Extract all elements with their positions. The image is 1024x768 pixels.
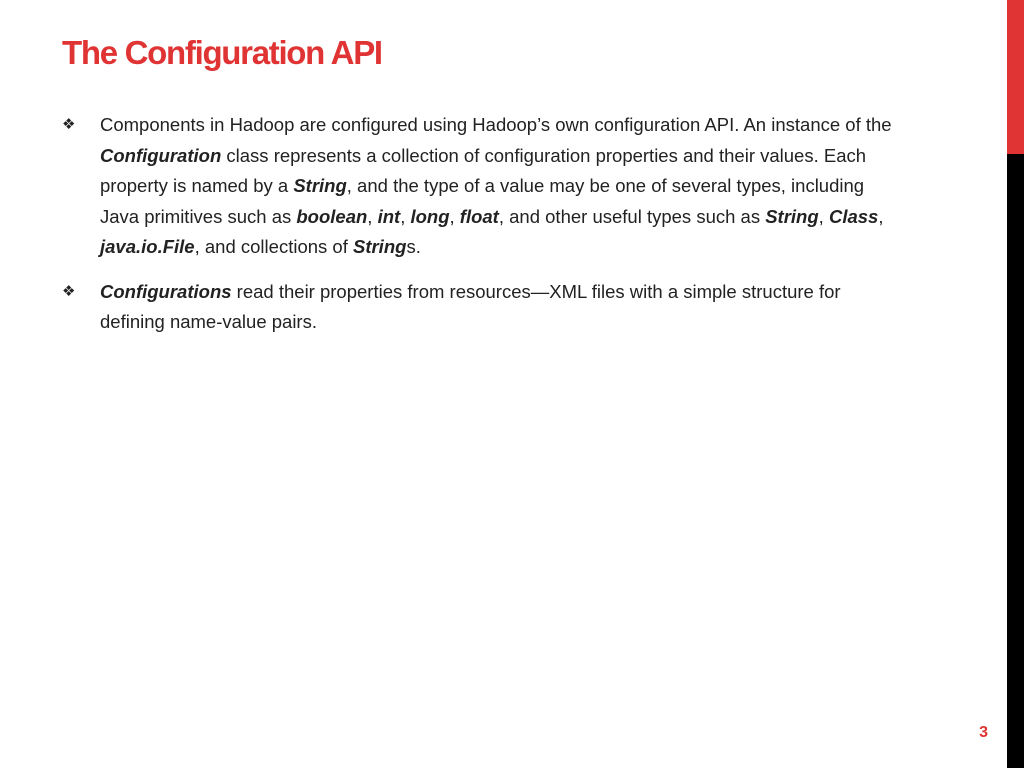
code-term: boolean: [296, 205, 368, 227]
diamond-bullet-icon: ❖: [62, 116, 76, 133]
bullet-item-2: [62, 277, 907, 338]
code-term: String: [352, 236, 407, 257]
accent-bar-top: [1007, 0, 1024, 154]
code-term: float: [459, 205, 499, 227]
bullet-item-1: [62, 110, 907, 263]
code-term: long: [410, 205, 450, 227]
accent-bar-bottom: [1007, 154, 1024, 768]
code-term: Configurations: [100, 280, 232, 302]
bullet-text: Configurations read their properties from resources—XML files with a simple structure for defining name-value pairs.: [100, 280, 841, 332]
diamond-bullet-icon: ❖: [62, 282, 76, 300]
code-term: String: [765, 205, 819, 227]
code-term: Class: [828, 205, 879, 227]
code-term: int: [377, 205, 401, 227]
slide-content: [62, 110, 907, 352]
code-term: String: [293, 175, 347, 196]
code-term: java.io.File: [100, 236, 195, 257]
page-number: 3: [979, 724, 988, 741]
slide-title: The Configuration API: [62, 34, 382, 71]
bullet-text: Components in Hadoop are configured using Hadoop’s own configuration API. An instance of the Configuration class represents a collection of configuration properties and their values. Each property is named by a String, and the type of a value may be one of several types, including Java primitives such as boolean, int, long, float, and other useful types such as String, Class, java.io.File, and collections of Strings.: [100, 114, 892, 257]
code-term: Configuration: [100, 144, 222, 166]
